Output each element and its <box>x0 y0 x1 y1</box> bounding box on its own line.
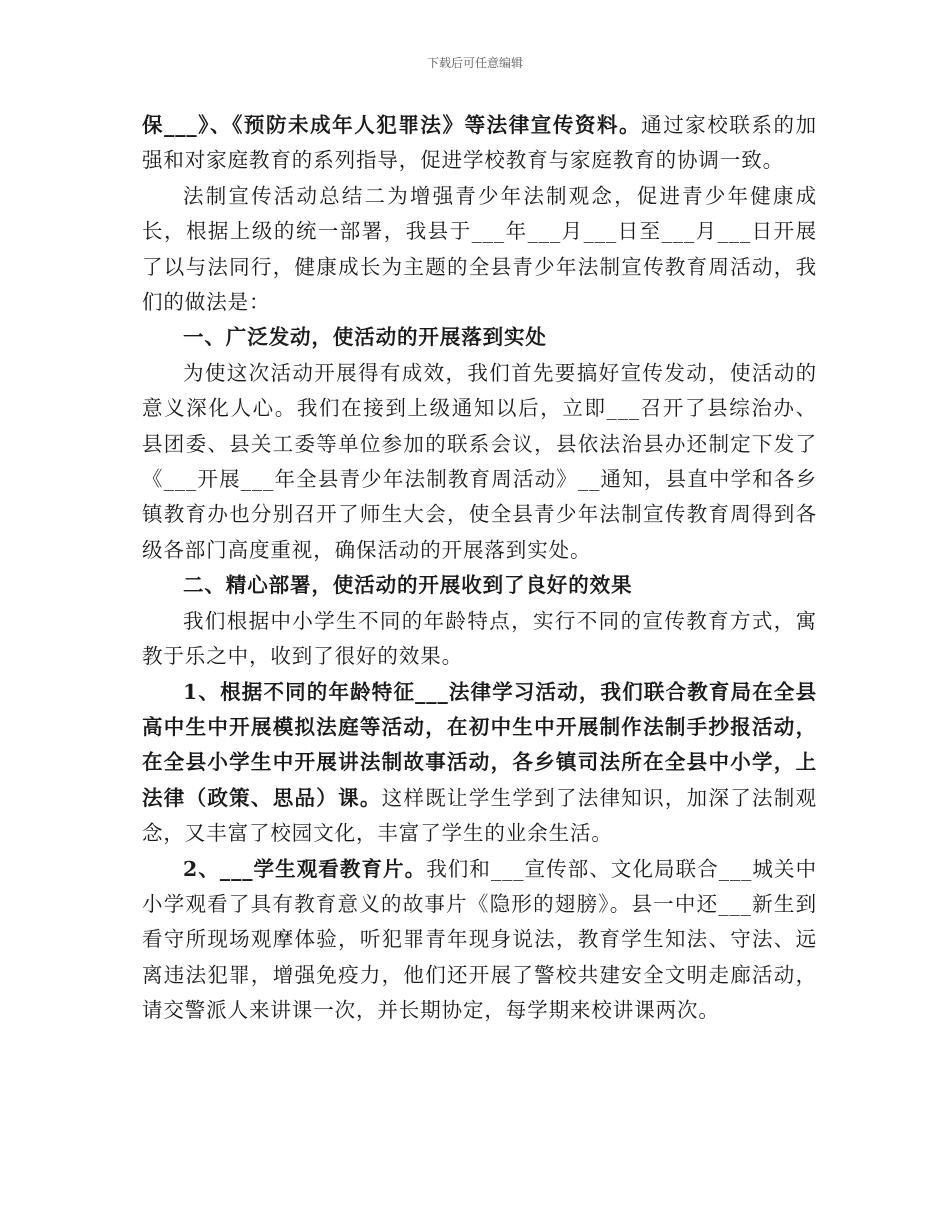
paragraph-5 <box>142 675 817 852</box>
paragraph-1-bold: 保___》、《预防未成年人犯罪法》等法律宣传资料。 <box>142 113 642 137</box>
paragraph-6 <box>142 852 817 1029</box>
paragraph-2: 法制宣传活动总结二为增强青少年法制观念，促进青少年健康成长，根据上级的统一部署，我县于___年___月___日至___月___日开展了以与法同行，健康成长为主题的全县青少年法制宣传教育周活动，我们的做法是： <box>142 183 817 315</box>
paragraph-3: 为使这次活动开展得有成效，我们首先要搞好宣传发动，使活动的意义深化人心。我们在接到上级通知以后，立即___召开了县综治办、县团委、县关工委等单位参加的联系会议，县依法治县办还制定下发了《___开展___年全县青少年法制教育周活动》__通知，县直中学和各乡镇教育办也分别召开了师生大会，使全县青少年法制宣传教育周得到各级各部门高度重视，确保活动的开展落到实处。 <box>142 360 817 562</box>
paragraph-1-text: 通过家校联系的加强和对家庭教育的系列指导，促进学校教育与家庭教育的协调一致。 <box>142 113 818 173</box>
paragraph-1 <box>142 108 817 179</box>
document-body <box>142 108 817 1029</box>
paragraph-6-text: 我们和___宣传部、文化局联合___城关中小学观看了具有教育意义的故事片《隐形的翅膀》。县一中还___新生到看守所现场观摩体验，听犯罪青年现身说法，教育学生知法、守法、远离违法犯罪，增强免疫力，他们还开展了警校共建安全文明走廊活动，请交警派人来讲课一次，并长期协定，每学期来校讲课两次。 <box>142 856 817 1023</box>
paragraph-6-bold: 2、___学生观看教育片。 <box>183 856 427 881</box>
paragraph-5-text: 这样既让学生学到了法律知识，加深了法制观念，又丰富了校园文化，丰富了学生的业余生活。 <box>142 785 817 846</box>
section-heading-2: 二、精心部署，使活动的开展收到了良好的效果 <box>183 573 633 598</box>
section-heading-1: 一、广泛发动，使活动的开展落到实处 <box>183 325 547 350</box>
paragraph-4: 我们根据中小学生不同的年龄特点，实行不同的宣传教育方式，寓教于乐之中，收到了很好的效果。 <box>142 608 817 669</box>
page-header: 下载后可任意编辑 <box>426 56 523 70</box>
paragraph-5-bold: 1、根据不同的年龄特征___法律学习活动，我们联合教育局在全县高中生中开展模拟法庭等活动，在初中生中开展制作法制手抄报活动，在全县小学生中开展讲法制故事活动，各乡镇司法所在全县中小学，上法律（政策、思品）课。 <box>142 679 817 810</box>
